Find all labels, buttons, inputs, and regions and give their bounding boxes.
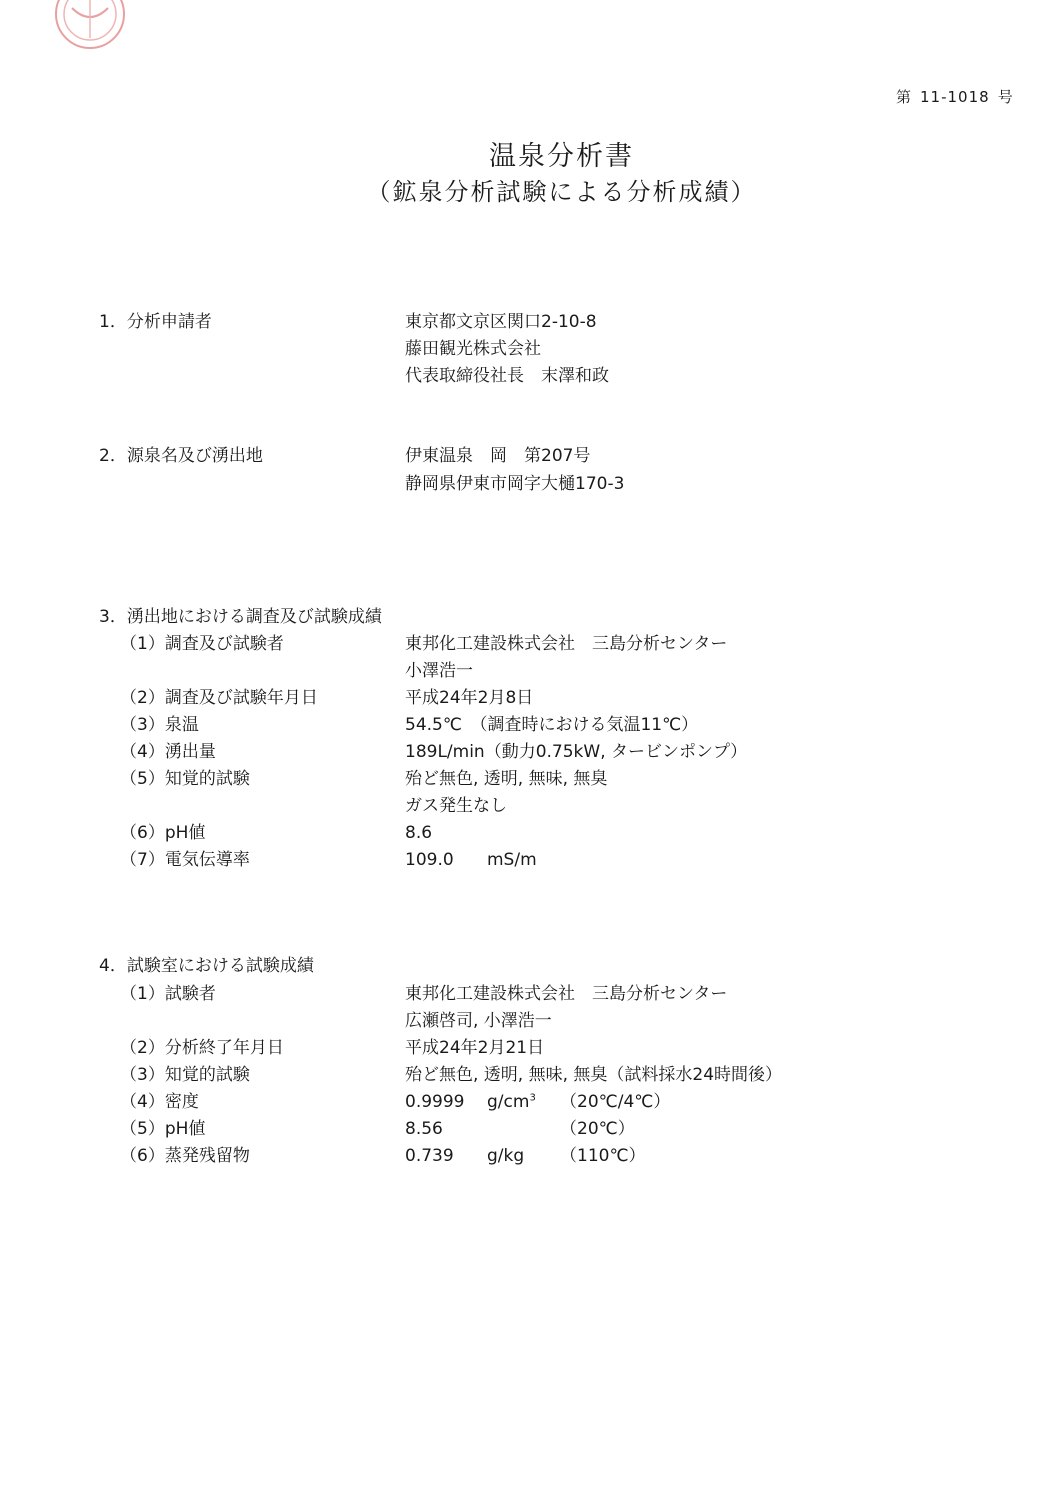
item-label: （1）試験者 (120, 984, 216, 1004)
item-value: 東邦化工建設株式会社 三島分析センター (405, 984, 728, 1004)
section1-line: 代表取締役社長 末澤和政 (405, 366, 609, 386)
item-label: （6）蒸発残留物 (120, 1146, 250, 1166)
item-note: （20℃/4℃） (560, 1092, 671, 1112)
item-value: 平成24年2月21日 (405, 1038, 545, 1058)
item-value: 広瀬啓司, 小澤浩一 (405, 1011, 552, 1031)
section1-line: 東京都文京区関口2-10-8 (405, 312, 597, 332)
item-label: （3）泉温 (120, 715, 199, 735)
item-note: （20℃） (560, 1119, 635, 1139)
item-unit: g/kg (487, 1146, 525, 1166)
section2-heading: 2．源泉名及び湧出地 (99, 446, 263, 466)
item-value: 8.56 (405, 1119, 443, 1139)
document-title: 温泉分析書 (489, 141, 634, 172)
item-label: （1）調査及び試験者 (120, 634, 284, 654)
item-value: 0.739 (405, 1146, 454, 1166)
item-value: 0.9999 (405, 1092, 465, 1112)
item-value: ガス発生なし (405, 796, 507, 816)
document-number: 第 11-1018 号 (896, 88, 1014, 106)
item-label: （2）調査及び試験年月日 (120, 688, 318, 708)
item-label: （5）知覚的試験 (120, 769, 250, 789)
item-value: 殆ど無色, 透明, 無味, 無臭（試料採水24時間後） (405, 1065, 783, 1085)
section1-line: 藤田観光株式会社 (405, 339, 541, 359)
item-label: （4）湧出量 (120, 742, 216, 762)
section2-line: 伊東温泉 岡 第207号 (405, 446, 591, 466)
section2-line: 静岡県伊東市岡字大樋170-3 (405, 474, 625, 494)
item-unit: $g/cm^3$ (487, 1092, 536, 1112)
item-value: 54.5℃ （調査時における気温11℃） (405, 715, 699, 735)
item-value: 平成24年2月8日 (405, 688, 534, 708)
item-value: 東邦化工建設株式会社 三島分析センター (405, 634, 728, 654)
item-value: 109.0 (405, 850, 454, 870)
item-label: （4）密度 (120, 1092, 199, 1112)
item-value: 殆ど無色, 透明, 無味, 無臭 (405, 769, 608, 789)
item-value: 8.6 (405, 823, 433, 843)
section3-heading: 3．湧出地における調査及び試験成績 (99, 607, 382, 627)
item-unit: mS/m (487, 850, 537, 870)
seal-stamp-icon (48, 0, 132, 58)
item-value: 189L/min（動力0.75kW, タービンポンプ） (405, 742, 748, 762)
item-value: 小澤浩一 (405, 661, 473, 681)
item-label: （2）分析終了年月日 (120, 1038, 284, 1058)
item-label: （3）知覚的試験 (120, 1065, 250, 1085)
item-label: （5）pH値 (120, 1119, 206, 1139)
section4-heading: 4．試験室における試験成績 (99, 956, 314, 976)
item-note: （110℃） (560, 1146, 646, 1166)
document-subtitle: （鉱泉分析試験による分析成績） (366, 178, 757, 206)
section1-heading: 1．分析申請者 (99, 312, 212, 332)
item-label: （6）pH値 (120, 823, 206, 843)
item-label: （7）電気伝導率 (120, 850, 250, 870)
